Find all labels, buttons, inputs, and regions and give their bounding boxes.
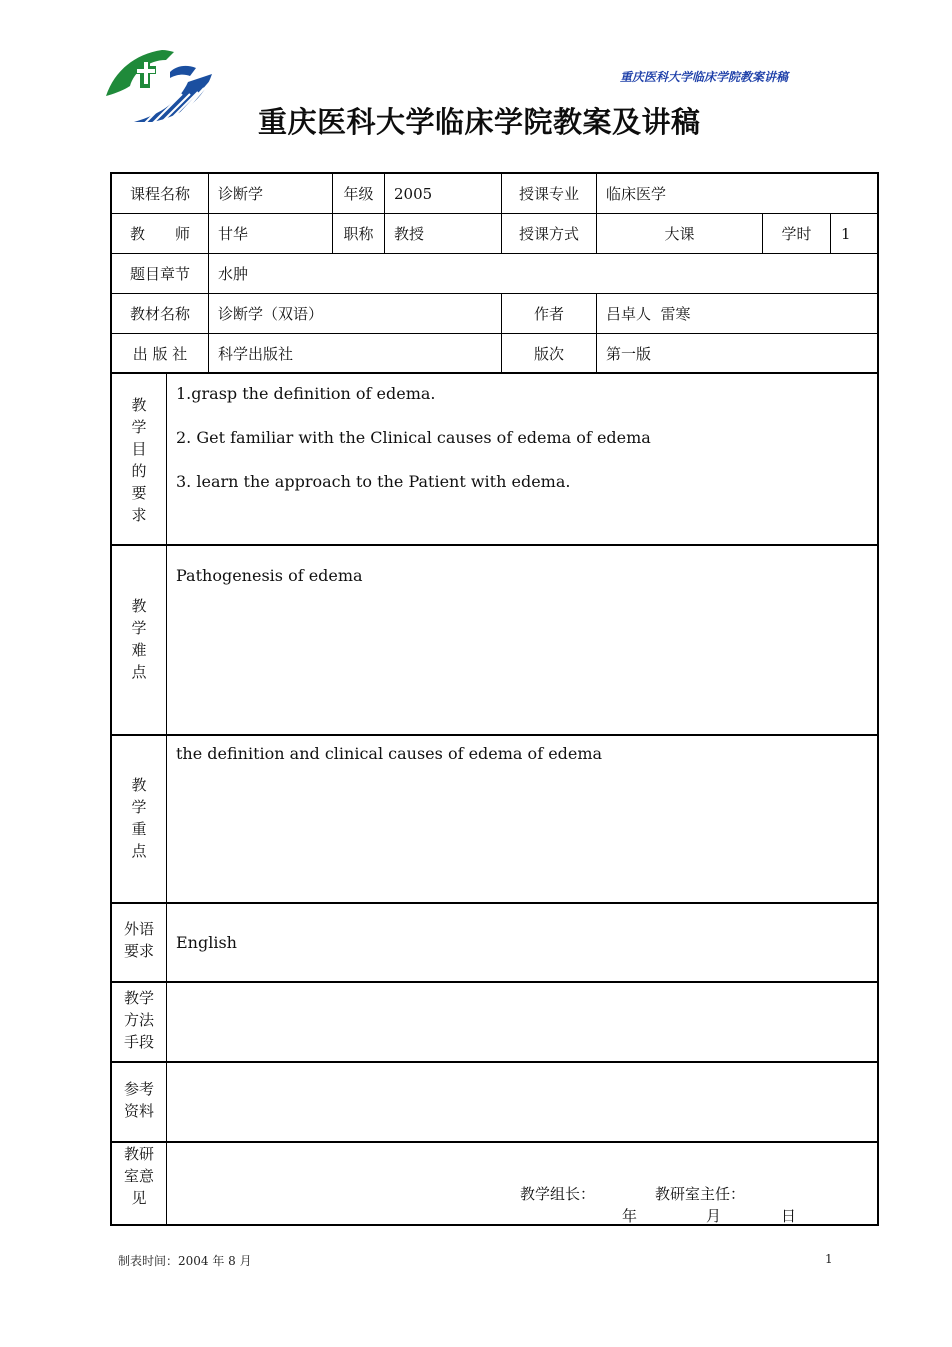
edition-value: 第一版 <box>606 345 652 363</box>
hours-label: 学时 <box>781 225 812 243</box>
teacher-label: 教 师 <box>129 225 190 243</box>
month-label: 月 <box>706 1207 722 1225</box>
opinion-label: 教研 室意 见 <box>123 1145 154 1207</box>
grade-label: 年级 <box>343 185 374 203</box>
publisher-label: 出 版 社 <box>132 345 188 363</box>
major-value: 临床医学 <box>606 185 667 203</box>
university-logo-icon <box>104 42 216 126</box>
language-text: English <box>176 933 237 952</box>
academic-title-label: 职称 <box>343 225 374 243</box>
director-label: 教研室主任： <box>655 1185 746 1203</box>
brand-header-text: 重庆医科大学临床学院教案讲稿 <box>620 70 789 84</box>
keypoints-text: the definition and clinical causes of edema of edema <box>176 744 603 763</box>
course-name-value: 诊断学 <box>218 185 264 203</box>
course-name-label: 课程名称 <box>129 185 190 203</box>
objective-item-1: 1.grasp the definition of edema. <box>176 384 436 403</box>
topic-label: 题目章节 <box>129 265 190 283</box>
methods-label: 教学 方法 手段 <box>123 989 154 1051</box>
author-value: 吕卓人 雷寒 <box>606 305 691 323</box>
objective-item-3: 3. learn the approach to the Patient with edema. <box>176 472 571 491</box>
textbook-value: 诊断学（双语） <box>218 305 324 323</box>
hours-value: 1 <box>841 225 851 243</box>
publisher-value: 科学出版社 <box>218 345 294 363</box>
objective-item-2: 2. Get familiar with the Clinical causes of edema of edema <box>176 428 651 447</box>
page-title: 重庆医科大学临床学院教案及讲稿 <box>258 105 701 139</box>
references-label: 参考 资料 <box>123 1080 154 1120</box>
textbook-label: 教材名称 <box>129 305 190 323</box>
author-label: 作者 <box>533 305 564 323</box>
academic-title-value: 教授 <box>394 225 425 243</box>
year-label: 年 <box>622 1207 638 1225</box>
teacher-value: 甘华 <box>218 225 249 243</box>
day-label: 日 <box>781 1207 797 1225</box>
language-label: 外语 要求 <box>123 920 154 960</box>
teaching-method-label: 授课方式 <box>518 225 579 243</box>
made-time-text: 制表时间：2004 年 8 月 <box>118 1254 252 1268</box>
edition-label: 版次 <box>533 345 564 363</box>
topic-value: 水肿 <box>218 265 249 283</box>
keypoints-label: 教 学 重 点 <box>131 776 147 860</box>
difficulty-text: Pathogenesis of edema <box>176 566 363 585</box>
group-leader-label: 教学组长： <box>520 1185 596 1203</box>
page-number: 1 <box>825 1252 833 1266</box>
objectives-label: 教 学 目 的 要 求 <box>131 396 147 524</box>
teaching-method-value: 大课 <box>664 225 695 243</box>
lesson-plan-form <box>110 172 879 1226</box>
grade-value: 2005 <box>394 185 433 203</box>
difficulty-label: 教 学 难 点 <box>131 597 147 681</box>
major-label: 授课专业 <box>518 185 579 203</box>
